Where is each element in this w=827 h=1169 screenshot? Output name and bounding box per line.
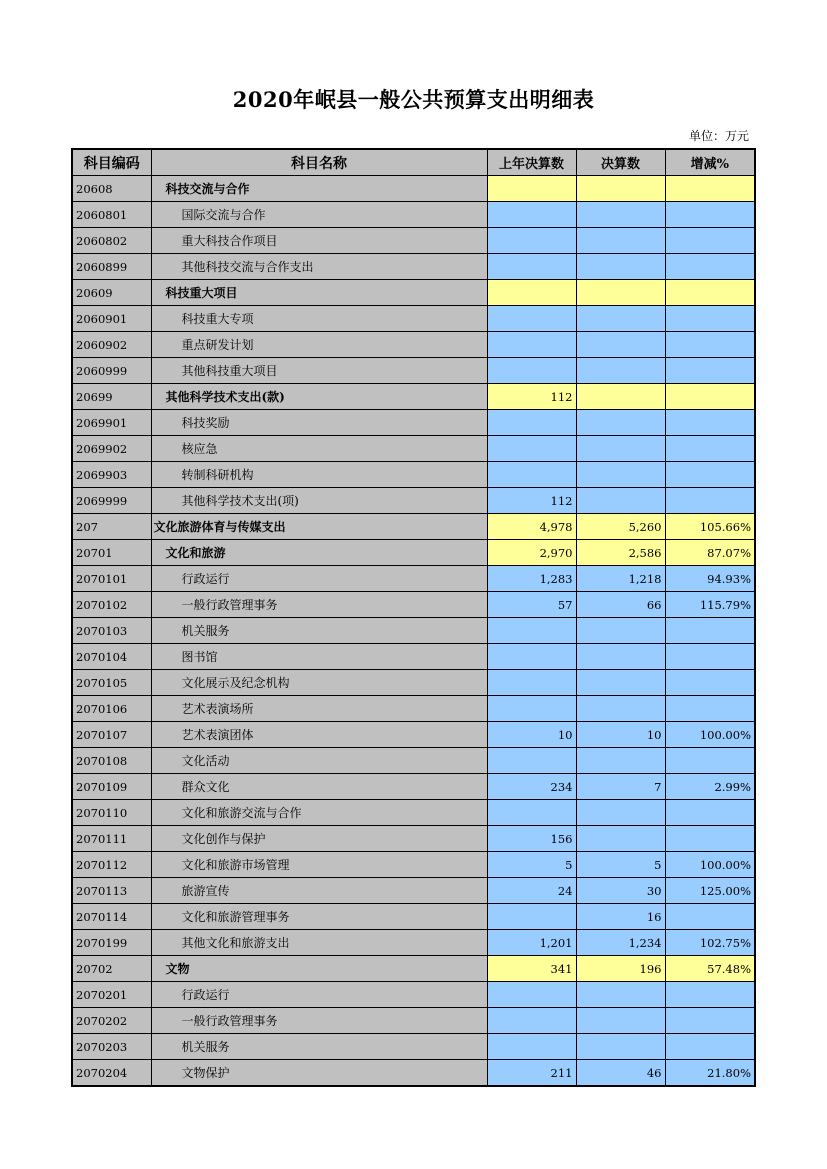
row-prev-cell: 10	[487, 722, 576, 748]
row-name-cell: 文化和旅游	[151, 540, 487, 566]
row-code-cell: 2060902	[72, 332, 151, 358]
row-name-cell: 转制科研机构	[151, 462, 487, 488]
row-change-cell	[665, 202, 755, 228]
row-prev-cell	[487, 670, 576, 696]
row-actual-cell	[576, 384, 665, 410]
row-actual-cell	[576, 462, 665, 488]
row-prev-cell	[487, 644, 576, 670]
row-actual-cell	[576, 696, 665, 722]
row-name-cell: 文化和旅游市场管理	[151, 852, 487, 878]
row-change-cell	[665, 488, 755, 514]
row-name-cell: 图书馆	[151, 644, 487, 670]
row-actual-cell	[576, 280, 665, 306]
row-prev-cell: 24	[487, 878, 576, 904]
row-name-cell: 文化展示及纪念机构	[151, 670, 487, 696]
row-prev-cell: 1,283	[487, 566, 576, 592]
row-name-cell: 国际交流与合作	[151, 202, 487, 228]
row-actual-cell: 1,218	[576, 566, 665, 592]
table-row	[72, 566, 755, 592]
row-prev-cell	[487, 748, 576, 774]
table-row	[72, 488, 755, 514]
table-row	[72, 462, 755, 488]
row-prev-cell: 5	[487, 852, 576, 878]
table-row	[72, 722, 755, 748]
row-change-cell: 21.80%	[665, 1060, 755, 1087]
table-row	[72, 254, 755, 280]
row-actual-cell: 66	[576, 592, 665, 618]
table-row	[72, 592, 755, 618]
row-code-cell: 2070201	[72, 982, 151, 1008]
row-prev-cell	[487, 254, 576, 280]
row-prev-cell	[487, 800, 576, 826]
row-prev-cell	[487, 904, 576, 930]
row-change-cell	[665, 462, 755, 488]
row-name-cell: 文化和旅游管理事务	[151, 904, 487, 930]
header-row	[72, 149, 755, 176]
row-change-cell	[665, 982, 755, 1008]
row-actual-cell: 10	[576, 722, 665, 748]
row-name-cell: 文物保护	[151, 1060, 487, 1087]
row-code-cell: 2070113	[72, 878, 151, 904]
row-actual-cell: 7	[576, 774, 665, 800]
row-change-cell	[665, 644, 755, 670]
row-code-cell: 2070199	[72, 930, 151, 956]
table-row	[72, 280, 755, 306]
row-change-cell	[665, 254, 755, 280]
table-row	[72, 306, 755, 332]
table-row	[72, 1034, 755, 1060]
table-row	[72, 228, 755, 254]
row-name-cell: 科技重大项目	[151, 280, 487, 306]
row-prev-cell	[487, 982, 576, 1008]
table-row	[72, 930, 755, 956]
table-row	[72, 1008, 755, 1034]
row-change-cell	[665, 1034, 755, 1060]
row-actual-cell	[576, 306, 665, 332]
row-actual-cell	[576, 670, 665, 696]
row-name-cell: 文化活动	[151, 748, 487, 774]
row-prev-cell	[487, 462, 576, 488]
row-code-cell: 2070112	[72, 852, 151, 878]
row-name-cell: 艺术表演团体	[151, 722, 487, 748]
row-actual-cell	[576, 488, 665, 514]
row-change-cell	[665, 696, 755, 722]
row-change-cell: 94.93%	[665, 566, 755, 592]
row-actual-cell: 5	[576, 852, 665, 878]
row-code-cell: 2060801	[72, 202, 151, 228]
table-row	[72, 436, 755, 462]
row-name-cell: 文化创作与保护	[151, 826, 487, 852]
row-actual-cell	[576, 176, 665, 202]
row-change-cell: 100.00%	[665, 722, 755, 748]
row-change-cell	[665, 280, 755, 306]
row-name-cell: 群众文化	[151, 774, 487, 800]
row-code-cell: 2070105	[72, 670, 151, 696]
row-change-cell: 100.00%	[665, 852, 755, 878]
row-code-cell: 2069903	[72, 462, 151, 488]
row-actual-cell: 1,234	[576, 930, 665, 956]
header-code: 科目编码	[72, 149, 151, 176]
table-row	[72, 748, 755, 774]
row-name-cell: 艺术表演场所	[151, 696, 487, 722]
row-code-cell: 2070107	[72, 722, 151, 748]
row-code-cell: 2070110	[72, 800, 151, 826]
page-title: 2020年岷县一般公共预算支出明细表	[232, 87, 595, 112]
row-code-cell: 2060901	[72, 306, 151, 332]
row-name-cell: 行政运行	[151, 982, 487, 1008]
row-change-cell	[665, 384, 755, 410]
row-prev-cell	[487, 358, 576, 384]
row-change-cell: 115.79%	[665, 592, 755, 618]
row-prev-cell: 4,978	[487, 514, 576, 540]
row-name-cell: 文化旅游体育与传媒支出	[151, 514, 487, 540]
table-row	[72, 176, 755, 202]
row-change-cell: 125.00%	[665, 878, 755, 904]
row-code-cell: 2070106	[72, 696, 151, 722]
row-code-cell: 20609	[72, 280, 151, 306]
row-actual-cell	[576, 1008, 665, 1034]
table-row	[72, 384, 755, 410]
row-name-cell: 核应急	[151, 436, 487, 462]
unit-label: 单位：万元	[688, 129, 749, 143]
row-actual-cell	[576, 982, 665, 1008]
row-prev-cell	[487, 618, 576, 644]
row-change-cell	[665, 748, 755, 774]
row-name-cell: 机关服务	[151, 618, 487, 644]
row-prev-cell	[487, 410, 576, 436]
row-code-cell: 2069901	[72, 410, 151, 436]
row-name-cell: 一般行政管理事务	[151, 592, 487, 618]
row-change-cell	[665, 228, 755, 254]
row-name-cell: 行政运行	[151, 566, 487, 592]
row-name-cell: 科技重大专项	[151, 306, 487, 332]
table-row	[72, 514, 755, 540]
row-change-cell: 105.66%	[665, 514, 755, 540]
table-body	[72, 176, 755, 1087]
row-prev-cell	[487, 696, 576, 722]
row-code-cell: 2070109	[72, 774, 151, 800]
row-name-cell: 科技交流与合作	[151, 176, 487, 202]
row-prev-cell: 156	[487, 826, 576, 852]
table-row	[72, 852, 755, 878]
table-row	[72, 1060, 755, 1087]
row-prev-cell: 211	[487, 1060, 576, 1087]
row-prev-cell	[487, 228, 576, 254]
row-change-cell: 87.07%	[665, 540, 755, 566]
row-name-cell: 其他文化和旅游支出	[151, 930, 487, 956]
row-actual-cell: 2,586	[576, 540, 665, 566]
row-change-cell: 57.48%	[665, 956, 755, 982]
row-change-cell	[665, 670, 755, 696]
row-actual-cell: 30	[576, 878, 665, 904]
table-row	[72, 982, 755, 1008]
table-row	[72, 956, 755, 982]
row-code-cell: 2069902	[72, 436, 151, 462]
header-change: 增减%	[665, 149, 755, 176]
row-actual-cell	[576, 826, 665, 852]
row-change-cell	[665, 1008, 755, 1034]
table-row	[72, 332, 755, 358]
row-code-cell: 2070203	[72, 1034, 151, 1060]
header-name: 科目名称	[151, 149, 487, 176]
row-code-cell: 20701	[72, 540, 151, 566]
table-row	[72, 826, 755, 852]
row-code-cell: 2070102	[72, 592, 151, 618]
row-name-cell: 机关服务	[151, 1034, 487, 1060]
row-name-cell: 文化和旅游交流与合作	[151, 800, 487, 826]
row-prev-cell: 112	[487, 384, 576, 410]
row-actual-cell: 196	[576, 956, 665, 982]
row-change-cell	[665, 176, 755, 202]
row-change-cell	[665, 410, 755, 436]
table-row	[72, 670, 755, 696]
row-actual-cell	[576, 202, 665, 228]
row-actual-cell	[576, 800, 665, 826]
row-code-cell: 2060999	[72, 358, 151, 384]
row-actual-cell: 16	[576, 904, 665, 930]
table-row	[72, 202, 755, 228]
row-code-cell: 2070114	[72, 904, 151, 930]
row-name-cell: 旅游宣传	[151, 878, 487, 904]
row-name-cell: 其他科学技术支出(款)	[151, 384, 487, 410]
row-change-cell	[665, 800, 755, 826]
row-change-cell	[665, 306, 755, 332]
table-row	[72, 644, 755, 670]
row-name-cell: 其他科学技术支出(项)	[151, 488, 487, 514]
row-prev-cell	[487, 202, 576, 228]
row-prev-cell	[487, 1008, 576, 1034]
table-row	[72, 358, 755, 384]
row-actual-cell: 46	[576, 1060, 665, 1087]
table-row	[72, 410, 755, 436]
table-row	[72, 540, 755, 566]
row-actual-cell	[576, 1034, 665, 1060]
row-actual-cell	[576, 228, 665, 254]
row-prev-cell	[487, 1034, 576, 1060]
row-code-cell: 2070103	[72, 618, 151, 644]
row-name-cell: 重点研发计划	[151, 332, 487, 358]
row-prev-cell: 57	[487, 592, 576, 618]
row-name-cell: 文物	[151, 956, 487, 982]
row-prev-cell	[487, 280, 576, 306]
row-change-cell	[665, 332, 755, 358]
row-prev-cell	[487, 176, 576, 202]
table-row	[72, 696, 755, 722]
row-name-cell: 其他科技交流与合作支出	[151, 254, 487, 280]
row-code-cell: 20699	[72, 384, 151, 410]
table-row	[72, 774, 755, 800]
row-change-cell	[665, 358, 755, 384]
row-actual-cell	[576, 644, 665, 670]
row-change-cell	[665, 436, 755, 462]
row-code-cell: 2070104	[72, 644, 151, 670]
row-code-cell: 2060802	[72, 228, 151, 254]
row-code-cell: 2069999	[72, 488, 151, 514]
row-code-cell: 20608	[72, 176, 151, 202]
row-change-cell	[665, 904, 755, 930]
row-actual-cell	[576, 254, 665, 280]
row-name-cell: 科技奖励	[151, 410, 487, 436]
row-code-cell: 2070108	[72, 748, 151, 774]
row-change-cell: 102.75%	[665, 930, 755, 956]
row-actual-cell	[576, 332, 665, 358]
table-row	[72, 904, 755, 930]
row-actual-cell: 5,260	[576, 514, 665, 540]
row-code-cell: 207	[72, 514, 151, 540]
row-prev-cell	[487, 436, 576, 462]
row-prev-cell: 1,201	[487, 930, 576, 956]
row-actual-cell	[576, 410, 665, 436]
table-row	[72, 618, 755, 644]
row-prev-cell: 112	[487, 488, 576, 514]
header-prev: 上年决算数	[487, 149, 576, 176]
row-prev-cell: 2,970	[487, 540, 576, 566]
row-code-cell: 20702	[72, 956, 151, 982]
row-name-cell: 一般行政管理事务	[151, 1008, 487, 1034]
row-code-cell: 2070202	[72, 1008, 151, 1034]
row-actual-cell	[576, 436, 665, 462]
row-change-cell: 2.99%	[665, 774, 755, 800]
header-actual: 决算数	[576, 149, 665, 176]
table-row	[72, 878, 755, 904]
row-actual-cell	[576, 748, 665, 774]
row-code-cell: 2070204	[72, 1060, 151, 1087]
row-actual-cell	[576, 618, 665, 644]
row-change-cell	[665, 826, 755, 852]
row-name-cell: 重大科技合作项目	[151, 228, 487, 254]
row-code-cell: 2070101	[72, 566, 151, 592]
row-prev-cell	[487, 332, 576, 358]
table-row	[72, 800, 755, 826]
row-code-cell: 2060899	[72, 254, 151, 280]
row-code-cell: 2070111	[72, 826, 151, 852]
row-prev-cell	[487, 306, 576, 332]
budget-table	[71, 148, 756, 1087]
row-actual-cell	[576, 358, 665, 384]
row-prev-cell: 234	[487, 774, 576, 800]
row-prev-cell: 341	[487, 956, 576, 982]
row-change-cell	[665, 618, 755, 644]
row-name-cell: 其他科技重大项目	[151, 358, 487, 384]
